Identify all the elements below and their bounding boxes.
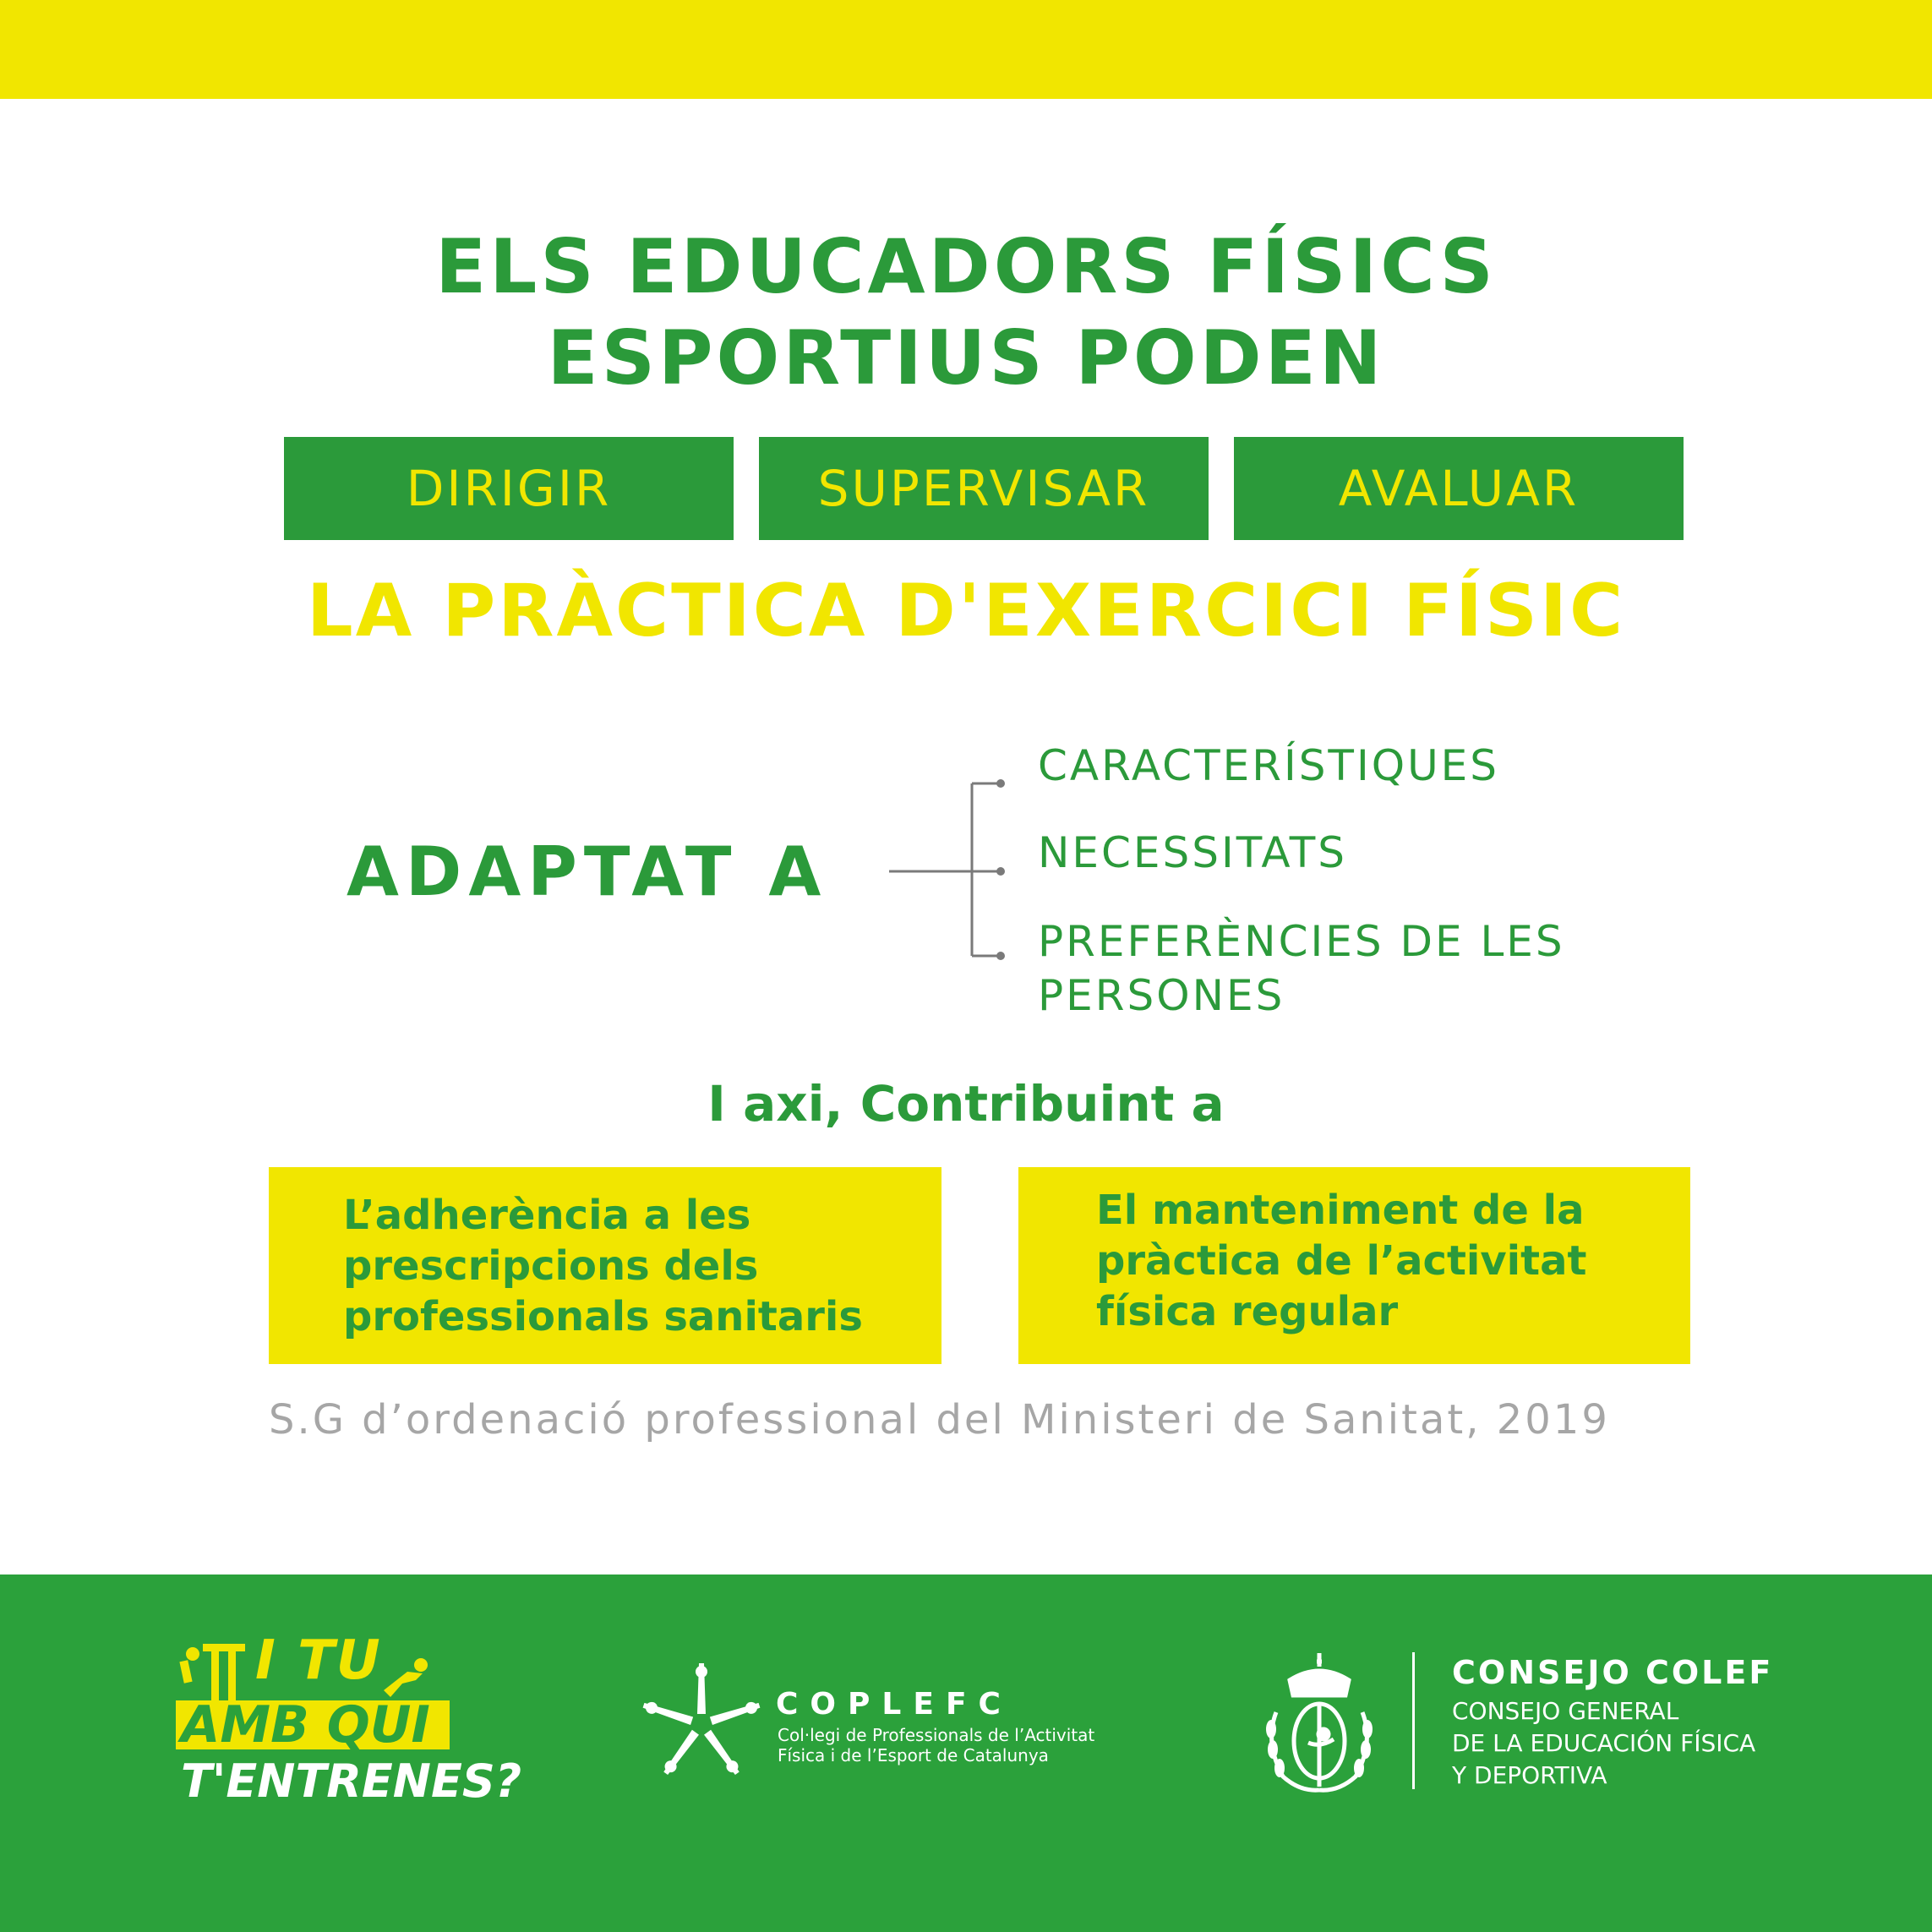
logo-divider <box>1412 1652 1415 1789</box>
top-yellow-band <box>0 0 1932 99</box>
colef-title: CONSEJO COLEF <box>1452 1654 1774 1691</box>
box-line: professionals sanitaris <box>343 1293 863 1340</box>
bracket-connector <box>887 765 1014 968</box>
verb-label: SUPERVISAR <box>817 460 1150 517</box>
box-line: El manteniment de la <box>1096 1187 1585 1234</box>
source-citation: S.G d’ordenació professional del Ministeri de Sanitat, 2019 <box>269 1396 1610 1444</box>
adapt-item-caracteristiques: CARACTERÍSTIQUES <box>1038 741 1499 790</box>
campaign-line-2: AMB QUI <box>181 1695 430 1755</box>
verb-label: DIRIGIR <box>406 460 612 517</box>
title-line-2: ESPORTIUS PODEN <box>547 314 1385 401</box>
verb-box-supervisar <box>759 437 1209 540</box>
box-line: L’adherència a les <box>343 1192 751 1239</box>
contribution-box-adherence <box>269 1167 941 1364</box>
coplefc-line-1: Col·legi de Professionals de l’Activitat <box>778 1725 1095 1745</box>
adapt-item-persones: PERSONES <box>1038 971 1285 1020</box>
verb-box-dirigir <box>284 437 734 540</box>
adapt-item-necessitats: NECESSITATS <box>1038 828 1347 877</box>
subtitle: LA PRÀCTICA D'EXERCICI FÍSIC <box>306 569 1626 653</box>
box-line: prescripcions dels <box>343 1242 759 1290</box>
coplefc-line-2: Física i de l’Esport de Catalunya <box>778 1745 1049 1766</box>
colef-line-1: CONSEJO GENERAL <box>1452 1697 1679 1725</box>
crest-icon <box>1258 1641 1381 1798</box>
title-line-1: ELS EDUCADORS FÍSICS <box>435 223 1497 310</box>
starburst-icon <box>639 1661 764 1787</box>
box-line: pràctica de l’activitat <box>1096 1237 1587 1285</box>
page-title <box>0 221 1932 404</box>
contribution-box-maintenance <box>1018 1167 1690 1364</box>
contrib-heading: I axi, Contribuint a <box>707 1075 1225 1132</box>
verb-box-avaluar <box>1234 437 1684 540</box>
adaptat-label: ADAPTAT A <box>347 832 828 911</box>
box-line: física regular <box>1096 1288 1399 1335</box>
colef-line-2: DE LA EDUCACIÓN FÍSICA <box>1452 1729 1756 1757</box>
verb-label: AVALUAR <box>1338 460 1580 517</box>
adapt-item-preferencies: PREFERÈNCIES DE LES <box>1038 917 1565 966</box>
coplefc-wordmark: COPLEFC <box>776 1687 1012 1722</box>
campaign-line-3: T'ENTRENES? <box>181 1755 522 1808</box>
colef-line-3: Y DEPORTIVA <box>1452 1761 1607 1789</box>
campaign-line-1: I TU <box>255 1629 382 1692</box>
athlete-figure-icon <box>382 1656 434 1699</box>
